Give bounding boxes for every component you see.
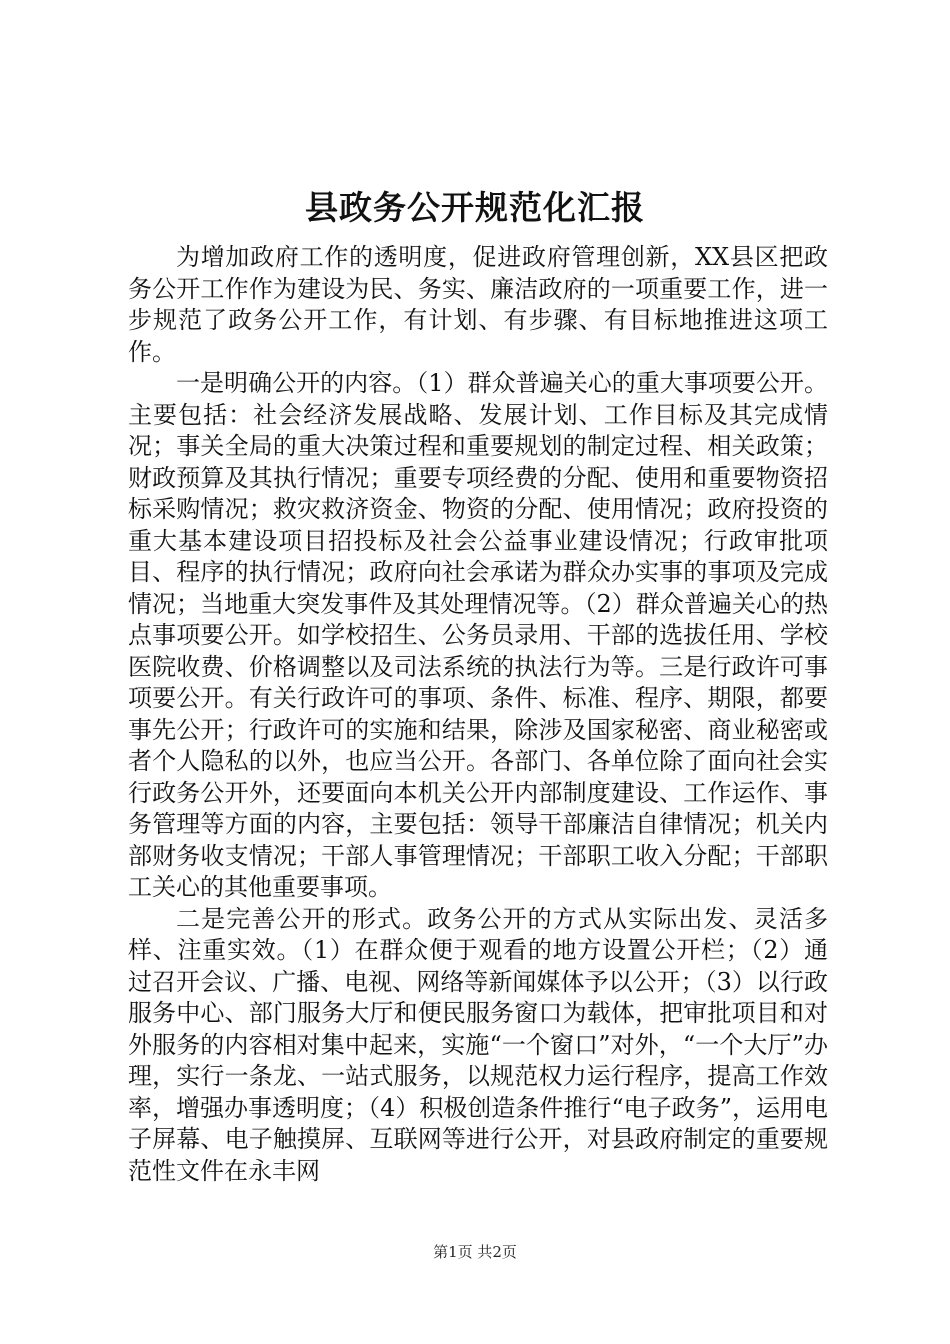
paragraph-intro: 为增加政府工作的透明度，促进政府管理创新，XX县区把政务公开工作作为建设为民、务实、廉洁政府的一项重要工作，进一步规范了政务公开工作，有计划、有步骤、有目标地推进这项工作。 — [128, 243, 828, 366]
document-title: 县政务公开规范化汇报 — [305, 188, 645, 227]
page-number-footer: 第1页 共2页 — [433, 1243, 517, 1261]
document-body — [128, 242, 828, 1187]
paragraph-content-scope: 一是明确公开的内容。（1）群众普遍关心的重大事项要公开。主要包括：社会经济发展战略、发展计划、工作目标及其完成情况；事关全局的重大决策过程和重要规划的制定过程、相关政策；财政预算及其执行情况；重要专项经费的分配、使用和重要物资招标采购情况；救灾救济资金、物资的分配、使用情况；政府投资的重大基本建设项目招投标及社会公益事业建设情况；行政审批项目、程序的执行情况；政府向社会承诺为群众办实事的事项及完成情况；当地重大突发事件及其处理情况等。（2）群众普遍关心的热点事项要公开。如学校招生、公务员录用、干部的选拔任用、学校医院收费、价格调整以及司法系统的执法行为等。三是行政许可事项要公开。有关行政许可的事项、条件、标准、程序、期限，都要事先公开；行政许可的实施和结果，除涉及国家秘密、商业秘密或者个人隐私的以外，也应当公开。各部门、各单位除了面向社会实行政务公开外，还要面向本机关公开内部制度建设、工作运作、事务管理等方面的内容，主要包括：领导干部廉洁自律情况；机关内部财务收支情况；干部人事管理情况；干部职工收入分配；干部职工关心的其他重要事项。 — [128, 369, 828, 901]
paragraph-disclosure-forms: 二是完善公开的形式。政务公开的方式从实际出发、灵活多样、注重实效。（1）在群众便于观看的地方设置公开栏；（2）通过召开会议、广播、电视、网络等新闻媒体予以公开；（3）以行政服务中心、部门服务大厅和便民服务窗口为载体，把审批项目和对外服务的内容相对集中起来，实施“一个窗口”对外，“一个大厅”办理，实行一条龙、一站式服务，以规范权力运行程序，提高工作效率，增强办事透明度；（4）积极创造条件推行“电子政务”，运用电子屏幕、电子触摸屏、互联网等进行公开，对县政府制定的重要规范性文件在永丰网 — [128, 904, 828, 1185]
